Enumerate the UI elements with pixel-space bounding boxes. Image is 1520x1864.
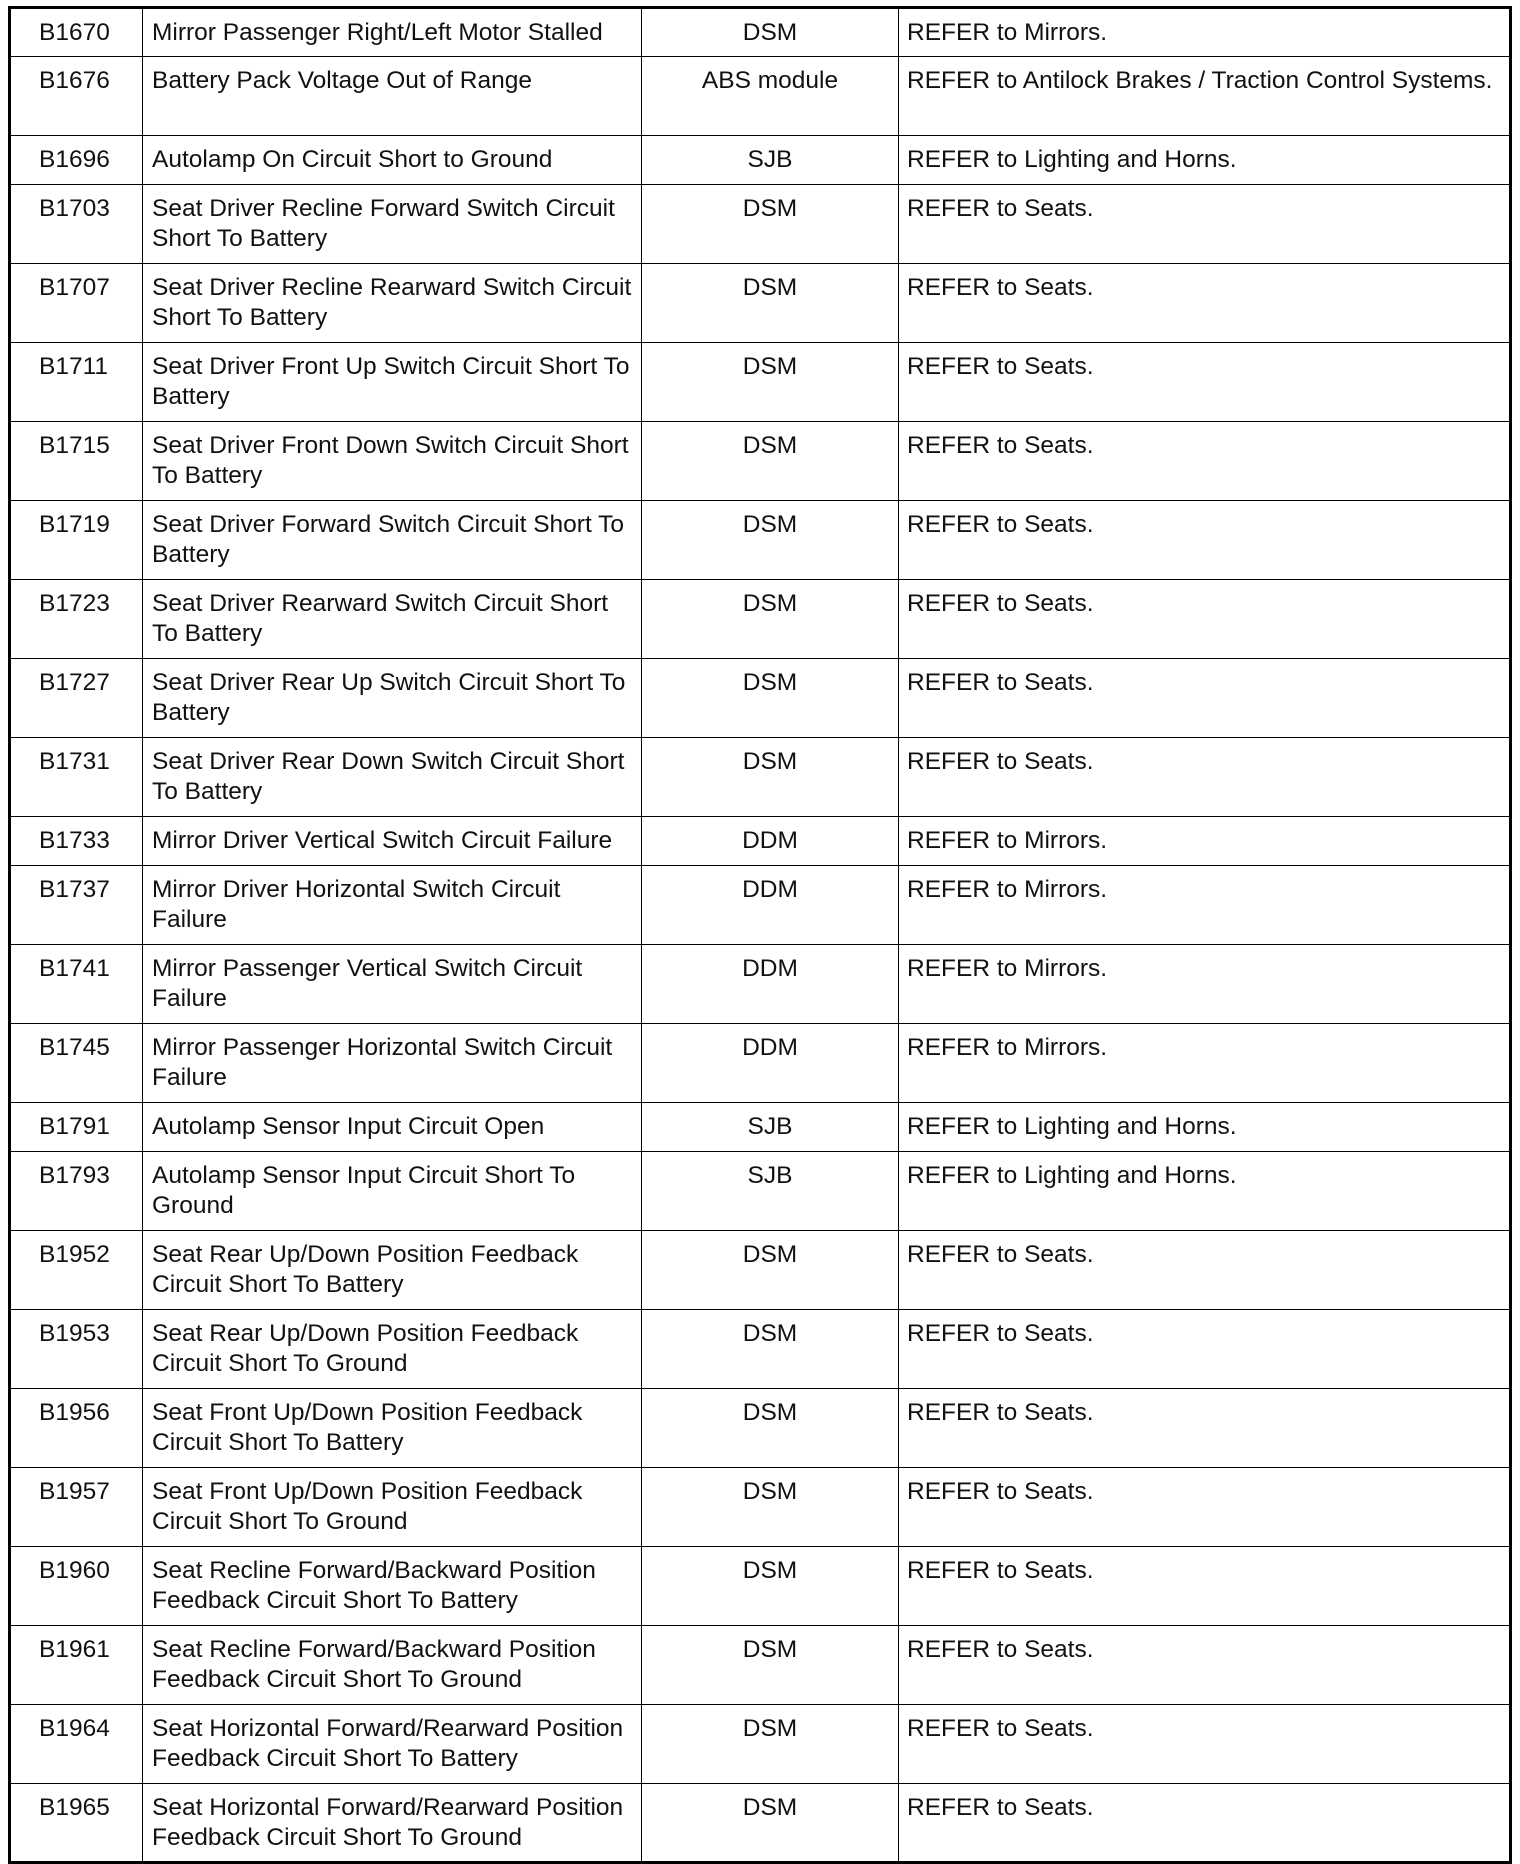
dtc-module: DDM <box>642 1024 899 1103</box>
dtc-module: DSM <box>642 343 899 422</box>
dtc-module: DSM <box>642 1389 899 1468</box>
dtc-module: DSM <box>642 1468 899 1547</box>
dtc-module: DSM <box>642 580 899 659</box>
dtc-code: B1957 <box>10 1468 143 1547</box>
dtc-code: B1793 <box>10 1152 143 1231</box>
dtc-module: DSM <box>642 501 899 580</box>
dtc-module: DSM <box>642 1310 899 1389</box>
table-row <box>10 136 1511 185</box>
table-row <box>10 1547 1511 1626</box>
dtc-action: REFER to Mirrors. <box>899 1024 1511 1103</box>
table-row <box>10 1468 1511 1547</box>
dtc-code: B1960 <box>10 1547 143 1626</box>
dtc-action: REFER to Seats. <box>899 1310 1511 1389</box>
dtc-module: DSM <box>642 738 899 817</box>
table-row <box>10 501 1511 580</box>
dtc-module: DSM <box>642 1784 899 1863</box>
table-row <box>10 1152 1511 1231</box>
dtc-module: DSM <box>642 264 899 343</box>
dtc-code: B1733 <box>10 817 143 866</box>
dtc-description: Seat Driver Front Up Switch Circuit Short To Battery <box>143 343 642 422</box>
dtc-code: B1703 <box>10 185 143 264</box>
dtc-code: B1745 <box>10 1024 143 1103</box>
table-row <box>10 580 1511 659</box>
dtc-description: Autolamp Sensor Input Circuit Short To Ground <box>143 1152 642 1231</box>
table-row <box>10 1310 1511 1389</box>
table-row <box>10 57 1511 136</box>
dtc-description: Seat Front Up/Down Position Feedback Circuit Short To Battery <box>143 1389 642 1468</box>
dtc-action: REFER to Seats. <box>899 1468 1511 1547</box>
dtc-description: Seat Horizontal Forward/Rearward Position Feedback Circuit Short To Ground <box>143 1784 642 1863</box>
dtc-description: Seat Driver Forward Switch Circuit Short To Battery <box>143 501 642 580</box>
table-row <box>10 1103 1511 1152</box>
dtc-module: SJB <box>642 136 899 185</box>
dtc-action: REFER to Lighting and Horns. <box>899 1152 1511 1231</box>
dtc-description: Seat Recline Forward/Backward Position Feedback Circuit Short To Battery <box>143 1547 642 1626</box>
dtc-action: REFER to Seats. <box>899 1626 1511 1705</box>
dtc-action: REFER to Seats. <box>899 501 1511 580</box>
dtc-action: REFER to Mirrors. <box>899 817 1511 866</box>
table-row <box>10 866 1511 945</box>
dtc-action: REFER to Mirrors. <box>899 866 1511 945</box>
dtc-code: B1953 <box>10 1310 143 1389</box>
dtc-module: ABS module <box>642 57 899 136</box>
table-row <box>10 8 1511 57</box>
table-row <box>10 185 1511 264</box>
dtc-action: REFER to Seats. <box>899 1231 1511 1310</box>
dtc-description: Seat Driver Front Down Switch Circuit Short To Battery <box>143 422 642 501</box>
dtc-action: REFER to Seats. <box>899 422 1511 501</box>
dtc-description: Mirror Driver Horizontal Switch Circuit Failure <box>143 866 642 945</box>
dtc-action: REFER to Seats. <box>899 1784 1511 1863</box>
dtc-code: B1707 <box>10 264 143 343</box>
dtc-action: REFER to Seats. <box>899 1705 1511 1784</box>
dtc-action: REFER to Seats. <box>899 185 1511 264</box>
table-row <box>10 945 1511 1024</box>
dtc-action: REFER to Antilock Brakes / Traction Control Systems. <box>899 57 1511 136</box>
dtc-description: Seat Rear Up/Down Position Feedback Circuit Short To Battery <box>143 1231 642 1310</box>
dtc-description: Autolamp On Circuit Short to Ground <box>143 136 642 185</box>
dtc-code: B1961 <box>10 1626 143 1705</box>
dtc-code: B1670 <box>10 8 143 57</box>
table-row <box>10 1705 1511 1784</box>
dtc-module: SJB <box>642 1103 899 1152</box>
dtc-description: Mirror Passenger Right/Left Motor Stalled <box>143 8 642 57</box>
dtc-description: Seat Driver Recline Forward Switch Circuit Short To Battery <box>143 185 642 264</box>
dtc-description: Seat Driver Rearward Switch Circuit Short To Battery <box>143 580 642 659</box>
table-row <box>10 1626 1511 1705</box>
dtc-action: REFER to Mirrors. <box>899 945 1511 1024</box>
table-row <box>10 1784 1511 1863</box>
dtc-description: Battery Pack Voltage Out of Range <box>143 57 642 136</box>
dtc-code: B1965 <box>10 1784 143 1863</box>
dtc-action: REFER to Seats. <box>899 1389 1511 1468</box>
dtc-module: SJB <box>642 1152 899 1231</box>
dtc-description: Seat Rear Up/Down Position Feedback Circuit Short To Ground <box>143 1310 642 1389</box>
dtc-description: Seat Driver Rear Down Switch Circuit Short To Battery <box>143 738 642 817</box>
table-row <box>10 659 1511 738</box>
table-row <box>10 264 1511 343</box>
dtc-code: B1676 <box>10 57 143 136</box>
dtc-code: B1964 <box>10 1705 143 1784</box>
dtc-description: Seat Recline Forward/Backward Position Feedback Circuit Short To Ground <box>143 1626 642 1705</box>
dtc-table <box>8 6 1512 1864</box>
dtc-module: DSM <box>642 1231 899 1310</box>
dtc-description: Seat Front Up/Down Position Feedback Circuit Short To Ground <box>143 1468 642 1547</box>
dtc-module: DSM <box>642 1705 899 1784</box>
dtc-code: B1741 <box>10 945 143 1024</box>
dtc-action: REFER to Lighting and Horns. <box>899 136 1511 185</box>
dtc-module: DDM <box>642 866 899 945</box>
dtc-module: DSM <box>642 185 899 264</box>
table-row <box>10 817 1511 866</box>
dtc-action: REFER to Seats. <box>899 343 1511 422</box>
dtc-module: DSM <box>642 659 899 738</box>
dtc-description: Seat Driver Recline Rearward Switch Circuit Short To Battery <box>143 264 642 343</box>
dtc-module: DSM <box>642 8 899 57</box>
dtc-code: B1791 <box>10 1103 143 1152</box>
dtc-description: Mirror Passenger Vertical Switch Circuit Failure <box>143 945 642 1024</box>
dtc-description: Seat Driver Rear Up Switch Circuit Short To Battery <box>143 659 642 738</box>
table-row <box>10 422 1511 501</box>
dtc-code: B1731 <box>10 738 143 817</box>
dtc-action: REFER to Mirrors. <box>899 8 1511 57</box>
dtc-description: Autolamp Sensor Input Circuit Open <box>143 1103 642 1152</box>
dtc-action: REFER to Seats. <box>899 580 1511 659</box>
dtc-module: DDM <box>642 817 899 866</box>
dtc-action: REFER to Seats. <box>899 659 1511 738</box>
table-row <box>10 1231 1511 1310</box>
dtc-module: DDM <box>642 945 899 1024</box>
dtc-module: DSM <box>642 1547 899 1626</box>
dtc-description: Seat Horizontal Forward/Rearward Position Feedback Circuit Short To Battery <box>143 1705 642 1784</box>
dtc-code: B1952 <box>10 1231 143 1310</box>
dtc-code: B1727 <box>10 659 143 738</box>
table-row <box>10 343 1511 422</box>
dtc-code: B1715 <box>10 422 143 501</box>
dtc-code: B1737 <box>10 866 143 945</box>
table-row <box>10 1389 1511 1468</box>
dtc-code: B1956 <box>10 1389 143 1468</box>
dtc-action: REFER to Seats. <box>899 264 1511 343</box>
dtc-action: REFER to Lighting and Horns. <box>899 1103 1511 1152</box>
dtc-code: B1719 <box>10 501 143 580</box>
table-row <box>10 738 1511 817</box>
dtc-action: REFER to Seats. <box>899 738 1511 817</box>
table-row <box>10 1024 1511 1103</box>
dtc-code: B1723 <box>10 580 143 659</box>
dtc-code: B1711 <box>10 343 143 422</box>
dtc-description: Mirror Passenger Horizontal Switch Circuit Failure <box>143 1024 642 1103</box>
dtc-action: REFER to Seats. <box>899 1547 1511 1626</box>
dtc-table-body <box>10 8 1511 1863</box>
dtc-description: Mirror Driver Vertical Switch Circuit Failure <box>143 817 642 866</box>
dtc-module: DSM <box>642 1626 899 1705</box>
dtc-module: DSM <box>642 422 899 501</box>
dtc-code: B1696 <box>10 136 143 185</box>
